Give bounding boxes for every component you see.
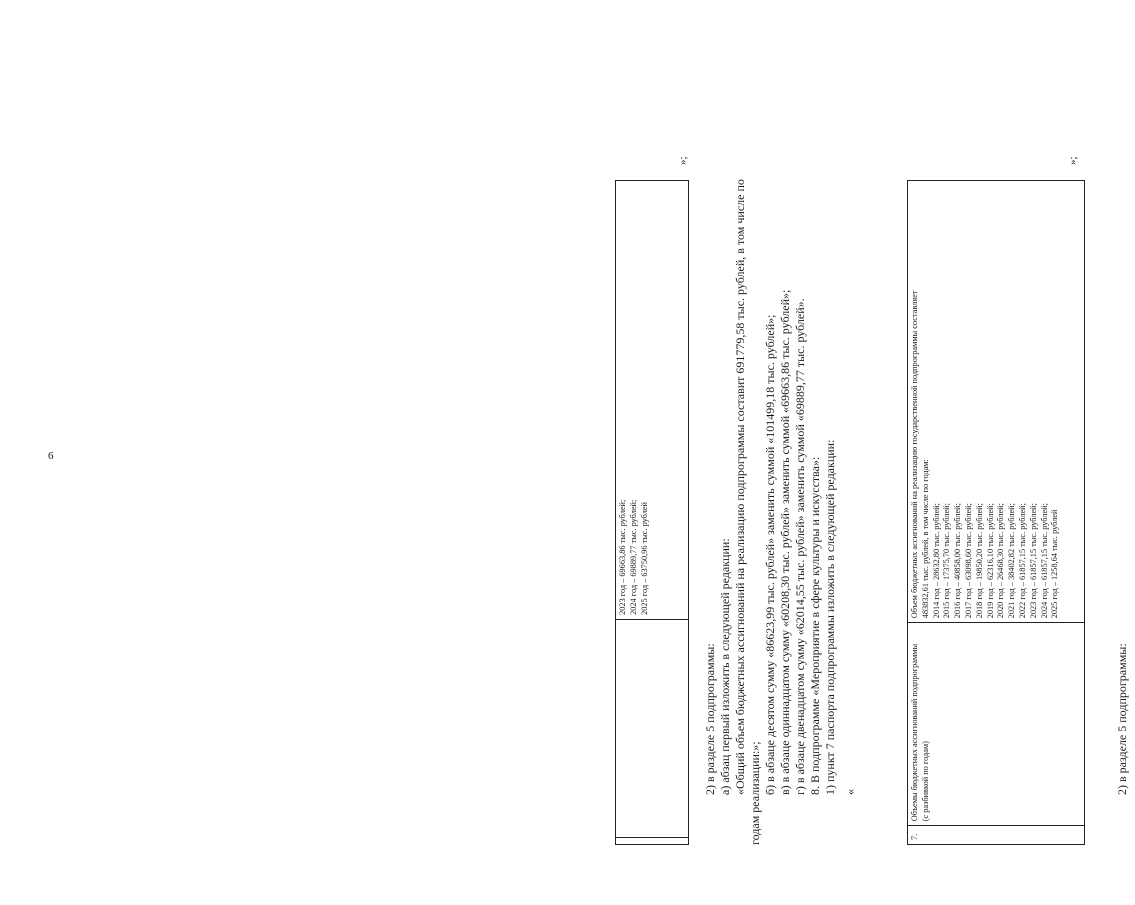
funding-line: 2024 год – 61857,15 тыс. рублей;	[1039, 503, 1049, 619]
funding-line: 2025 год – 1258,64 тыс. рублей	[1050, 509, 1060, 619]
body-paragraph: 8. В подпрограмме «Мероприятие в сфере культуры и искусства»:	[808, 456, 822, 795]
funding-line: 2024 год – 69889,77 тыс. рублей;	[628, 499, 638, 615]
funding-line: 2025 год – 63750,96 тыс. рублей	[639, 502, 649, 615]
funding-line: 2016 год – 40858,00 тыс. рублей;	[953, 503, 963, 619]
closing-quote: »;	[1067, 156, 1079, 165]
funding-line: 2022 год – 61857,15 тыс. рублей;	[1017, 503, 1027, 619]
body-paragraph: «Общий объем бюджетных ассигнований на реализацию подпрограммы составит 691779,58 тыс. рублей, в том числе по	[733, 179, 747, 795]
page-number: 6	[48, 450, 54, 462]
body-paragraph: б) в абзаце десятом сумму «86623,99 тыс. рублей» заменить суммой «101499,18 тыс. рублей»;	[763, 314, 777, 795]
table-cell-number: 7.	[908, 826, 1085, 845]
body-paragraph: в) в абзаце одиннадцатом сумму «60208,30 тыс. рублей» заменить суммой «69663,86 тыс. рублей»;	[778, 289, 792, 795]
body-paragraph: 2) в разделе 5 подпрограммы:	[703, 643, 717, 795]
funding-table-continuation	[615, 180, 689, 845]
table-cell-label	[908, 623, 1085, 826]
table-cell-values	[908, 181, 1085, 623]
opening-quote: «	[843, 789, 857, 795]
funding-line: 2023 год – 61857,15 тыс. рублей;	[1028, 503, 1038, 619]
funding-line: 2021 год – 38402,82 тыс. рублей;	[1007, 503, 1017, 619]
body-paragraph: г) в абзаце двенадцатом сумму «62014,55 тыс. рублей» заменить суммой «69889,77 тыс. рублей».	[793, 298, 807, 795]
funding-table	[907, 180, 1085, 845]
funding-line: 483832,61 тыс. рублей, в том числе по годам:	[920, 459, 930, 619]
table-cell-label	[616, 619, 689, 837]
body-paragraph: а) абзац первый изложить в следующей редакции:	[718, 538, 732, 795]
funding-line: 2014 год – 28632,80 тыс. рублей;	[931, 503, 941, 619]
table-cell-values	[616, 181, 689, 620]
rotated-page-content	[605, 60, 1135, 845]
body-paragraph: 2) в разделе 5 подпрограммы:	[1115, 643, 1129, 795]
funding-line: 2019 год – 62316,10 тыс. рублей;	[985, 503, 995, 619]
funding-line: 2015 год – 17375,70 тыс. рублей;	[942, 503, 952, 619]
funding-line: 2017 год – 63098,60 тыс. рублей;	[963, 503, 973, 619]
table-cell-number	[616, 838, 689, 845]
funding-line: Объем бюджетных ассигнований на реализацию государственной подпрограммы составляет	[910, 290, 919, 619]
body-paragraph: годам реализации:»;	[748, 741, 762, 845]
funding-line: 2020 год – 26468,30 тыс. рублей;	[996, 503, 1006, 619]
body-paragraph: 1) пункт 7 паспорта подпрограммы изложить в следующей редакции:	[823, 439, 837, 795]
funding-line: 2023 год – 69663,86 тыс. рублей;	[618, 499, 627, 615]
label-line: Объемы бюджетных ассигнований подпрограммы	[910, 643, 919, 822]
funding-line: 2018 год – 19850,20 тыс. рублей;	[974, 503, 984, 619]
label-line: (с разбивкой по годам)	[920, 741, 930, 822]
closing-quote: »;	[677, 156, 689, 165]
